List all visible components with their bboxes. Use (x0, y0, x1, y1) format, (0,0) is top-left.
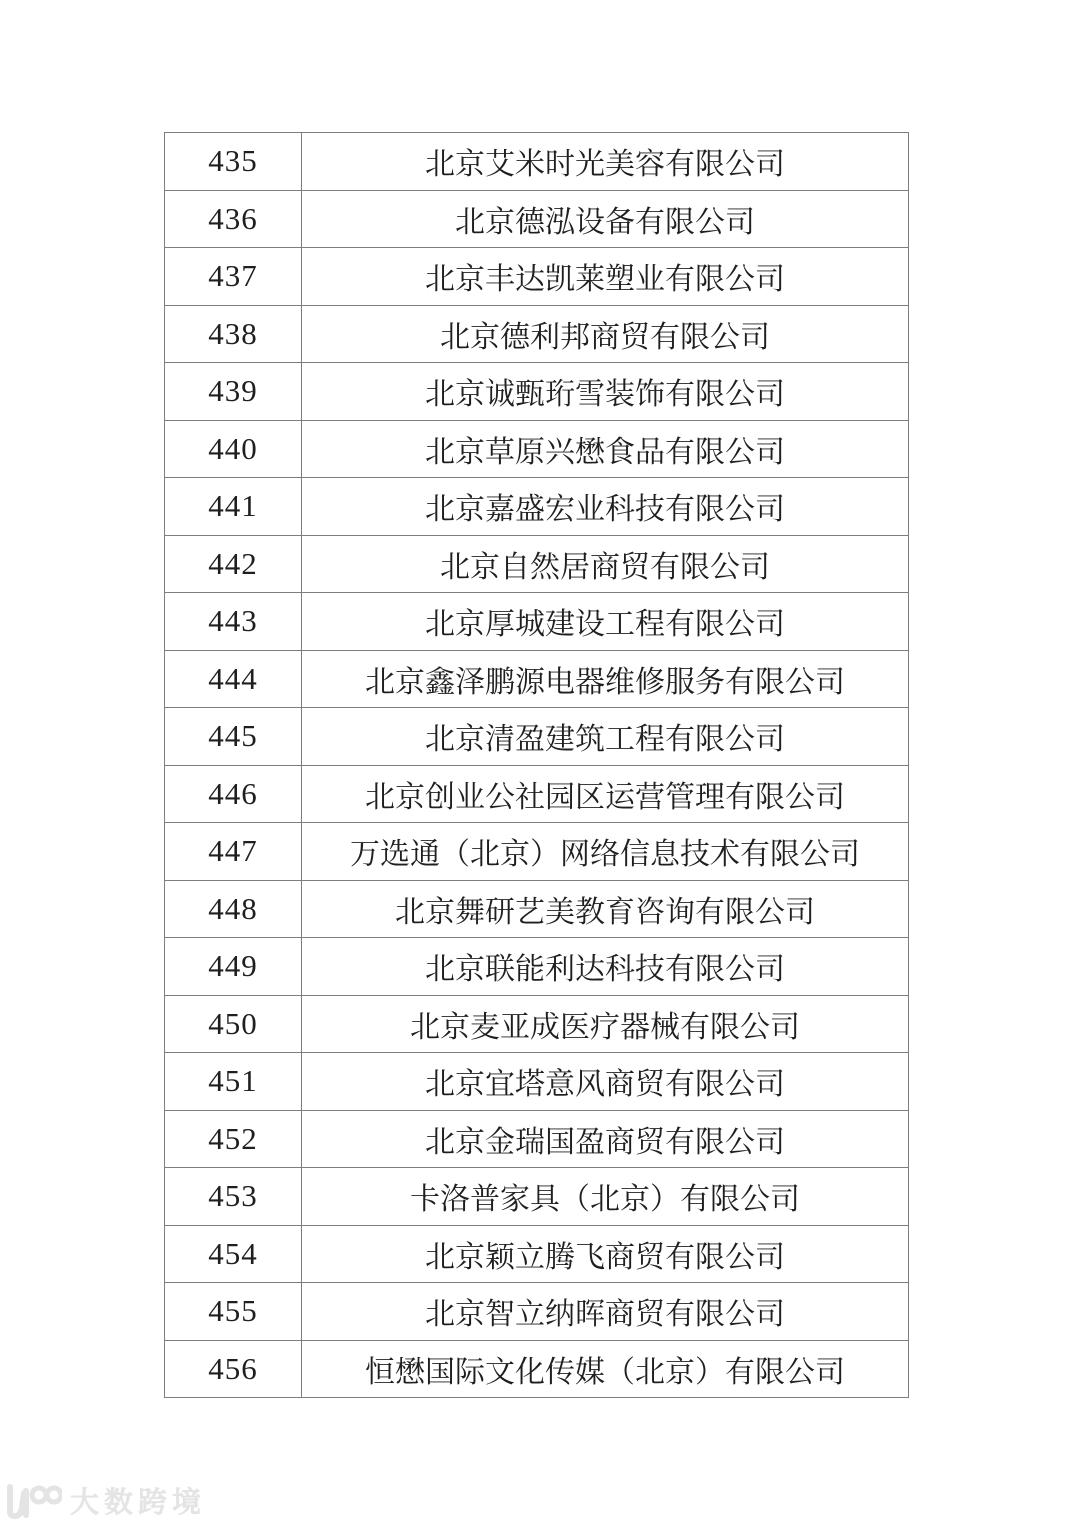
company-table-body (165, 133, 909, 1398)
watermark (4, 1480, 206, 1521)
company-list-table (164, 132, 909, 1398)
table-row (165, 535, 909, 593)
company-name-cell: 北京金瑞国盈商贸有限公司 (302, 1110, 909, 1168)
table-row (165, 133, 909, 191)
rank-cell: 453 (165, 1168, 302, 1226)
table-row (165, 1340, 909, 1398)
rank-cell: 444 (165, 650, 302, 708)
table-row (165, 880, 909, 938)
company-name-cell: 卡洛普家具（北京）有限公司 (302, 1168, 909, 1226)
watermark-brand-text: 大数跨境 (70, 1487, 207, 1519)
company-name-cell: 北京厚城建设工程有限公司 (302, 593, 909, 651)
table-row (165, 190, 909, 248)
company-name-cell: 北京智立纳晖商贸有限公司 (302, 1283, 909, 1341)
dashu-logo-icon (4, 1481, 62, 1521)
rank-cell: 451 (165, 1053, 302, 1111)
company-name-cell: 北京草原兴懋食品有限公司 (302, 420, 909, 478)
table-row (165, 420, 909, 478)
table-row (165, 478, 909, 536)
company-name-cell: 恒懋国际文化传媒（北京）有限公司 (302, 1340, 909, 1398)
table-row (165, 938, 909, 996)
company-name-cell: 北京宜塔意风商贸有限公司 (302, 1053, 909, 1111)
rank-cell: 439 (165, 363, 302, 421)
table-row (165, 1225, 909, 1283)
table-row (165, 248, 909, 306)
company-name-cell: 北京舞研艺美教育咨询有限公司 (302, 880, 909, 938)
table-row (165, 1168, 909, 1226)
company-name-cell: 北京清盈建筑工程有限公司 (302, 708, 909, 766)
table-row (165, 995, 909, 1053)
company-name-cell: 万选通（北京）网络信息技术有限公司 (302, 823, 909, 881)
table-row (165, 650, 909, 708)
rank-cell: 455 (165, 1283, 302, 1341)
rank-cell: 452 (165, 1110, 302, 1168)
table-row (165, 765, 909, 823)
company-name-cell: 北京自然居商贸有限公司 (302, 535, 909, 593)
rank-cell: 446 (165, 765, 302, 823)
rank-cell: 435 (165, 133, 302, 191)
table-row (165, 593, 909, 651)
rank-cell: 443 (165, 593, 302, 651)
rank-cell: 445 (165, 708, 302, 766)
table-row (165, 1283, 909, 1341)
company-name-cell: 北京联能利达科技有限公司 (302, 938, 909, 996)
rank-cell: 441 (165, 478, 302, 536)
rank-cell: 447 (165, 823, 302, 881)
table-row (165, 1053, 909, 1111)
company-name-cell: 北京德利邦商贸有限公司 (302, 305, 909, 363)
company-name-cell: 北京德泓设备有限公司 (302, 190, 909, 248)
company-name-cell: 北京麦亚成医疗器械有限公司 (302, 995, 909, 1053)
company-name-cell: 北京艾米时光美容有限公司 (302, 133, 909, 191)
table-row (165, 1110, 909, 1168)
table-row (165, 305, 909, 363)
rank-cell: 437 (165, 248, 302, 306)
rank-cell: 450 (165, 995, 302, 1053)
company-name-cell: 北京颖立腾飞商贸有限公司 (302, 1225, 909, 1283)
rank-cell: 438 (165, 305, 302, 363)
rank-cell: 436 (165, 190, 302, 248)
rank-cell: 456 (165, 1340, 302, 1398)
company-name-cell: 北京诚甄珩雪装饰有限公司 (302, 363, 909, 421)
company-name-cell: 北京嘉盛宏业科技有限公司 (302, 478, 909, 536)
company-name-cell: 北京丰达凯莱塑业有限公司 (302, 248, 909, 306)
company-name-cell: 北京鑫泽鹏源电器维修服务有限公司 (302, 650, 909, 708)
rank-cell: 449 (165, 938, 302, 996)
table-row (165, 823, 909, 881)
company-name-cell: 北京创业公社园区运营管理有限公司 (302, 765, 909, 823)
rank-cell: 448 (165, 880, 302, 938)
table-row (165, 363, 909, 421)
rank-cell: 440 (165, 420, 302, 478)
rank-cell: 442 (165, 535, 302, 593)
rank-cell: 454 (165, 1225, 302, 1283)
table-row (165, 708, 909, 766)
